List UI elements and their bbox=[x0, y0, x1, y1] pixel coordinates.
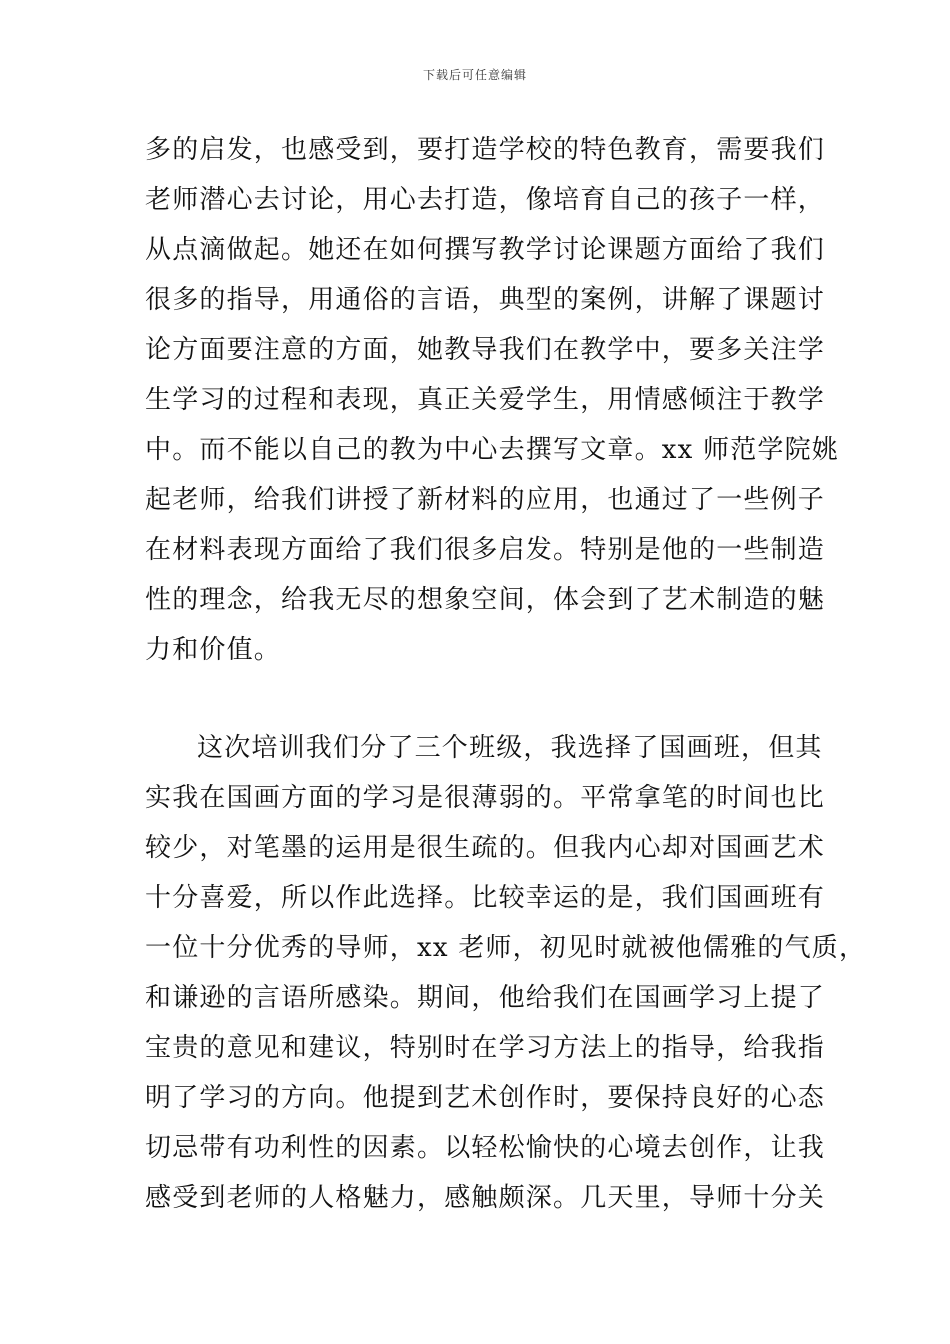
text-line: 在材料表现方面给了我们很多启发。特别是他的一些制造 bbox=[145, 535, 826, 565]
text-line: 中。而不能以自己的教为中心去撰写文章。xx 师范学院姚 bbox=[145, 435, 839, 465]
text-line: 一位十分优秀的导师，xx 老师，初见时就被他儒雅的气质， bbox=[145, 933, 867, 963]
text-line: 性的理念，给我无尽的想象空间，体会到了艺术制造的魅 bbox=[145, 585, 826, 615]
text-line: 很多的指导，用通俗的言语，典型的案例，讲解了课题讨 bbox=[145, 285, 826, 315]
text-line: 论方面要注意的方面，她教导我们在教学中，要多关注学 bbox=[145, 335, 826, 365]
text-line: 实我在国画方面的学习是很薄弱的。平常拿笔的时间也比 bbox=[145, 783, 826, 813]
page-header: 下载后可任意编辑 bbox=[422, 68, 527, 82]
text-line: 老师潜心去讨论，用心去打造，像培育自己的孩子一样， bbox=[145, 185, 826, 215]
text-line: 切忌带有功利性的因素。以轻松愉快的心境去创作，让我 bbox=[145, 1133, 826, 1163]
text-line: 生学习的过程和表现，真正关爱学生，用情感倾注于教学 bbox=[145, 385, 826, 415]
text-line: 和谦逊的言语所感染。期间，他给我们在国画学习上提了 bbox=[145, 983, 826, 1013]
text-line: 感受到老师的人格魅力，感触颇深。几天里，导师十分关 bbox=[145, 1183, 826, 1213]
text-line: 宝贵的意见和建议，特别时在学习方法上的指导，给我指 bbox=[145, 1033, 826, 1063]
text-line: 十分喜爱，所以作此选择。比较幸运的是，我们国画班有 bbox=[145, 883, 826, 913]
text-line: 较少，对笔墨的运用是很生疏的。但我内心却对国画艺术 bbox=[145, 833, 826, 863]
text-line: 起老师，给我们讲授了新材料的应用，也通过了一些例子 bbox=[145, 485, 826, 515]
text-line: 明了学习的方向。他提到艺术创作时，要保持良好的心态 bbox=[145, 1083, 826, 1113]
text-line: 从点滴做起。她还在如何撰写教学讨论课题方面给了我们 bbox=[145, 235, 826, 265]
text-line: 这次培训我们分了三个班级，我选择了国画班，但其 bbox=[197, 733, 823, 763]
text-line: 力和价值。 bbox=[145, 635, 282, 665]
text-line: 多的启发，也感受到，要打造学校的特色教育，需要我们 bbox=[145, 135, 826, 165]
